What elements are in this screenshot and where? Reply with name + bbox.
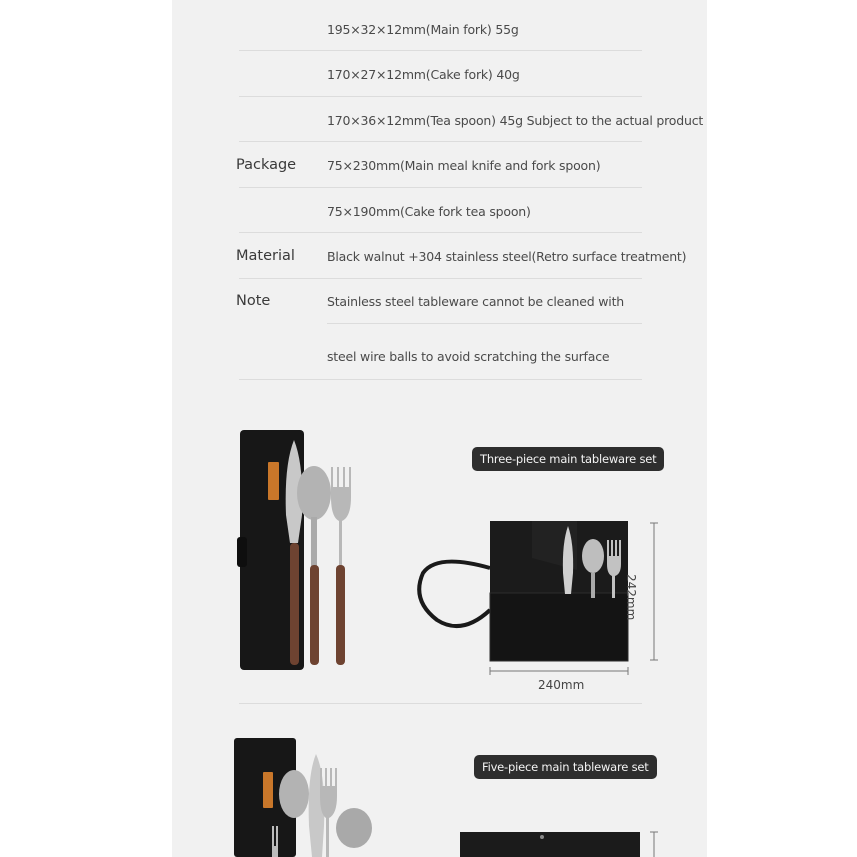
spec-label-material: Material <box>236 248 295 264</box>
width-dimension-label: 240mm <box>538 678 585 692</box>
divider <box>239 187 642 188</box>
product-detail-panel <box>172 0 707 857</box>
spec-label-note: Note <box>236 293 271 309</box>
spec-value-tea-spoon: 170×36×12mm(Tea spoon) 45g Subject to the actual product <box>327 113 704 128</box>
three-piece-badge: Three-piece main tableware set <box>472 447 664 471</box>
spec-value-main-fork: 195×32×12mm(Main fork) 55g <box>327 22 519 37</box>
divider <box>239 379 642 380</box>
spec-label-package: Package <box>236 157 297 173</box>
five-piece-badge: Five-piece main tableware set <box>474 755 657 779</box>
divider <box>239 96 642 97</box>
spec-value-cake-fork: 170×27×12mm(Cake fork) 40g <box>327 67 520 82</box>
spec-value-package-cake: 75×190mm(Cake fork tea spoon) <box>327 204 531 219</box>
spec-value-package-main: 75×230mm(Main meal knife and fork spoon) <box>327 158 601 173</box>
divider <box>327 323 642 324</box>
spec-value-note-line1: Stainless steel tableware cannot be cleaned with <box>327 294 624 309</box>
five-piece-rolled-diagram <box>457 828 657 857</box>
divider <box>239 141 642 142</box>
divider <box>239 232 642 233</box>
divider <box>239 703 642 704</box>
three-piece-set-photo <box>232 425 372 675</box>
divider <box>239 278 642 279</box>
divider <box>239 50 642 51</box>
five-piece-set-photo <box>232 736 392 857</box>
spec-value-note-line2: steel wire balls to avoid scratching the surface <box>327 349 610 364</box>
spec-value-material: Black walnut +304 stainless steel(Retro surface treatment) <box>327 249 687 264</box>
height-dimension-label: 242mm <box>624 574 638 621</box>
